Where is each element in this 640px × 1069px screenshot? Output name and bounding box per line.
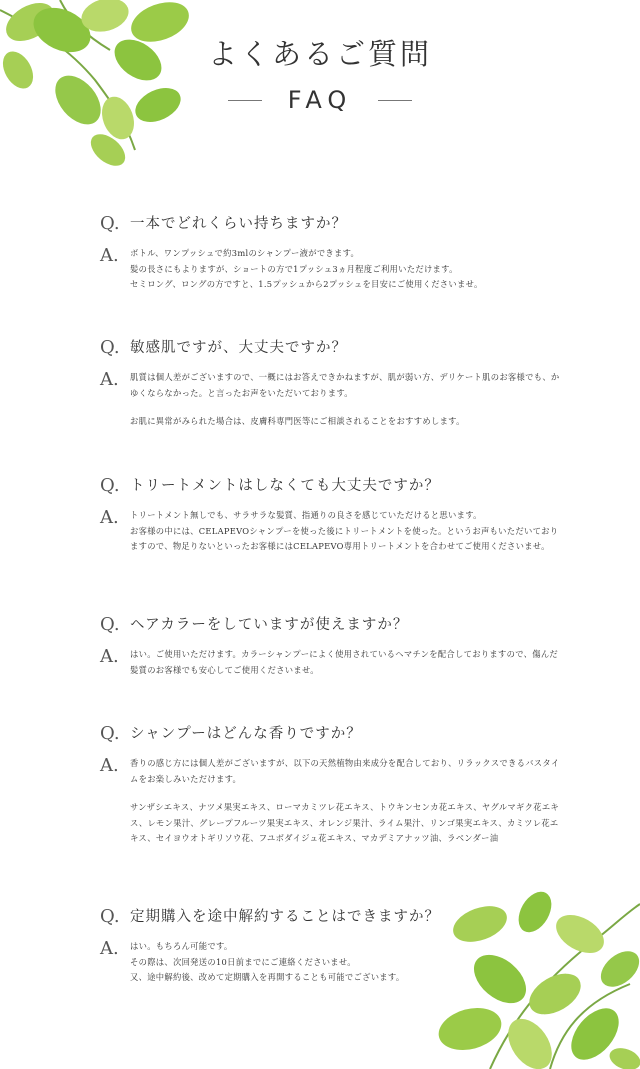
faq-item-3 [100,476,560,555]
faq-label: FAQ [287,86,353,114]
faq-item-4 [100,615,560,678]
question-mark: Q. [100,337,120,358]
answer-text: 肌質は個人差がございますので、一概にはお答えできかねますが、肌が弱い方、デリケート肌のお客様でも、かゆくならなかった。と言ったお声をいただいております。 [130,372,560,398]
answer-text: ボトル、ワンプッシュで約3mlのシャンプー液ができます。 髪の長さにもよりますが、ショートの方で1プッシュ3ヵ月程度ご利用いただけます。 セミロング、ロングの方ですと、1.5プッシュから2プッシュを目安にご使用くださいませ。 [130,248,483,289]
leaves-decoration-bottom-right [430,884,640,1069]
question-text: 定期購入を途中解約することはできますか？ [130,909,440,925]
answer-text: お肌に異常がみられた場合は、皮膚科専門医等にご相談されることをおすすめします。 [130,416,465,426]
answer-mark: A. [100,646,119,667]
question-mark: Q. [100,213,120,234]
faq-item-2 [100,338,560,430]
answer-ingredients: サンザシエキス、ナツメ果実エキス、ローマカミツレ花エキス、トウキンセンカ花エキス、ヤグルマギク花エキス、レモン果汁、グレープフルーツ果実エキス、オレンジ果汁、ライム果汁、リンゴ果実エキス、カミツレ花エキス、セイヨウオトギリソウ花、フユボダイジュ花エキス、マカデミアナッツ油、ラベンダー油 [130,802,560,843]
question-text: 一本でどれくらい持ちますか？ [130,216,347,232]
question-mark: Q. [100,475,120,496]
question-text: 敏感肌ですが、大丈夫ですか？ [130,340,347,356]
answer-text: はい。もちろん可能です。 その際は、次回発送の10日前までにご連絡くださいませ。 又、途中解約後、改めて定期購入を再開することも可能でございます。 [130,941,405,982]
answer-mark: A. [100,755,119,776]
divider-left [228,100,262,101]
faq-subtitle [0,86,640,114]
leaves-decoration-top-left [0,0,200,170]
faq-item-5 [100,724,560,847]
question-text: トリートメントはしなくても大丈夫ですか？ [130,478,440,494]
page-title: よくあるご質問 [207,37,432,71]
answer-mark: A. [100,245,119,266]
faq-item-1 [100,214,560,293]
answer-mark: A. [100,369,119,390]
answer-text: 香りの感じ方には個人差がございますが、以下の天然植物由来成分を配合しており、リラックスできるバスタイムをお楽しみいただけます。 [130,758,560,784]
answer-text: はい。ご使用いただけます。カラーシャンプーによく使用されているヘマチンを配合しておりますので、傷んだ髪質のお客様でも安心してご使用くださいませ。 [130,649,559,675]
question-mark: Q. [100,614,120,635]
answer-text: トリートメント無しでも、サラサラな髪質、指通りの良さを感じていただけると思います。 お客様の中には、CELAPEVOシャンプーを使った後にトリートメントを使った。というお声もいただいておりますので、物足りないといったお客様にはCELAPEVO専用トリートメントを合わせてご使用くださいませ。 [130,510,559,551]
divider-right [378,100,412,101]
answer-mark: A. [100,507,119,528]
answer-mark: A. [100,938,119,959]
question-mark: Q. [100,906,120,927]
question-text: シャンプーはどんな香りですか？ [130,726,362,742]
question-text: ヘアカラーをしていますが使えますか？ [130,617,409,633]
question-mark: Q. [100,723,120,744]
